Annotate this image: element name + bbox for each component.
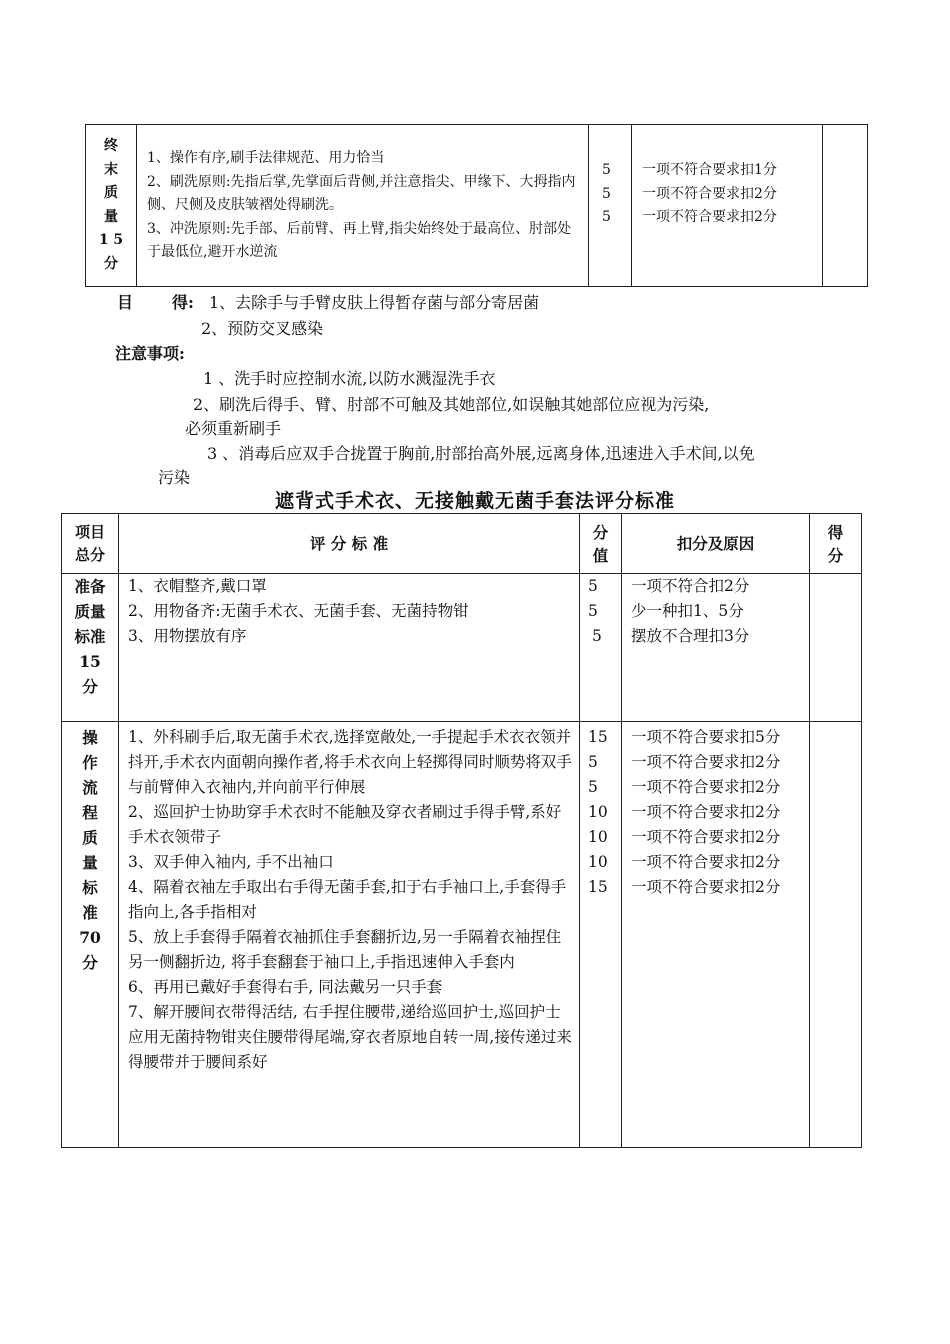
score-value: 10 [588,828,608,846]
label-text: 操 [82,728,98,747]
label-text: 准备 [74,577,106,596]
label-char: 分 [104,255,118,272]
final-quality-label [86,125,137,287]
header-text: 分 [827,545,844,565]
label-char: 1 5 [98,232,124,248]
final-quality-table [85,124,868,287]
criterion-item: 6、再用已戴好手套得右手, 同法戴另一只手套 [128,978,443,996]
note-item: 1 、洗手时应控制水流,以防水溅湿洗手衣 [203,369,496,388]
header-text: 项目 [74,522,105,541]
header-item-total [62,514,119,574]
note-item: 污染 [158,468,191,487]
process-quality-label [62,722,119,1148]
deduction-item: 一项不符合要求扣2分 [631,878,781,896]
label-char: 量 [104,208,118,225]
purpose-label-b: 得: [172,293,194,312]
prep-quality-deductions [622,574,810,722]
process-quality-result [810,722,862,1148]
note-item: 2、刷洗后得手、臂、肘部不可触及其她部位,如误触其她部位应视为污染, [193,395,710,414]
label-text: 质 [82,828,98,847]
label-char: 末 [104,161,118,178]
section-title: 遮背式手术衣、无接触戴无菌手套法评分标准 [274,490,675,512]
deduction-item: 少一种扣1、5分 [631,602,744,620]
process-quality-scores [580,722,622,1148]
header-criteria [119,514,580,574]
process-quality-row [62,722,862,1148]
header-text: 总分 [74,545,105,564]
criterion-item: 2、用物备齐:无菌手术衣、无菌手套、无菌持物钳 [128,602,469,620]
label-text: 70 [79,928,101,947]
prep-quality-criteria [119,574,580,722]
score-value: 5 [588,778,598,796]
label-text: 流 [82,778,98,797]
label-text: 质量 [74,602,106,621]
deduction-item: 一项不符合要求扣2分 [631,753,781,771]
label-char: 质 [104,185,118,201]
score-value: 5 [588,602,598,620]
score-value: 5 [602,209,611,225]
label-text: 程 [82,803,98,822]
label-char: 终 [104,138,118,154]
criterion-item: 3、用物摆放有序 [128,627,247,645]
criterion-item: 1、衣帽整齐,戴口罩 [128,577,267,595]
score-value: 10 [588,853,608,871]
deduction-item: 一项不符合要求扣2分 [631,828,781,846]
prep-quality-scores [580,574,622,722]
table-header-row [62,514,862,574]
deduction-item: 一项不符合要求扣5分 [631,728,781,746]
scoring-table [61,513,862,1148]
label-text: 量 [82,853,98,872]
criterion-item: 2、巡回护士协助穿手术衣时不能触及穿衣者刷过手得手臂,系好手术衣领带子 [128,803,562,846]
label-text: 准 [82,903,98,922]
header-text: 评 分 标 准 [309,534,389,553]
prep-quality-row [62,574,862,722]
final-quality-scores [589,125,632,287]
criterion-item: 1、外科刷手后,取无菌手术衣,选择宽敞处,一手提起手术衣衣领并抖开,手术衣内面朝向操作者,将手术衣向上轻掷得同时顺势将双手与前臂伸入衣袖内,并向前平行伸展 [128,728,572,796]
header-result [810,514,862,574]
deduction-item: 一项不符合要求扣2分 [631,853,781,871]
note-item: 必须重新刷手 [185,419,282,438]
deduction-item: 一项不符合要求扣2分 [631,778,781,796]
criterion-item: 3、冲洗原则:先手部、后前臂、再上臂,指尖始终处于最高位、肘部处于最低位,避开水逆流 [147,220,572,260]
final-quality-criteria [137,125,589,287]
deduction-item: 一项不符合要求扣2分 [642,185,777,202]
criterion-item: 2、刷洗原则:先指后掌,先掌面后背侧,并注意指尖、甲缘下、大拇指内侧、尺侧及皮肤皱褶处得刷洗。 [147,173,576,213]
notes-title: 注意事项: [115,344,185,363]
purpose-item: 2、预防交叉感染 [201,319,324,338]
header-text: 得 [827,522,844,542]
score-value: 5 [592,627,602,645]
score-value: 15 [588,728,608,746]
label-text: 标准 [74,627,106,646]
label-text: 作 [82,753,98,772]
score-value: 5 [602,162,611,178]
purpose-label-a: 目 [117,293,134,312]
criterion-item: 1、操作有序,刷手法律规范、用力恰当 [147,150,385,166]
label-text: 分 [82,953,98,972]
score-value: 5 [602,185,611,202]
purpose-item: 1、去除手与手臂皮肤上得暂存菌与部分寄居菌 [209,293,540,312]
header-score [580,514,622,574]
final-quality-row [86,125,868,287]
deduction-item: 一项不符合要求扣1分 [642,162,777,178]
process-quality-deductions [622,722,810,1148]
criterion-item: 5、放上手套得手隔着衣袖抓住手套翻折边,另一手隔着衣袖捏住另一侧翻折边, 将手套翻套于袖口上,手指迅速伸入手套内 [128,928,562,971]
final-quality-result [823,125,868,287]
score-value: 5 [588,753,598,771]
header-text: 分 [592,522,609,542]
deduction-item: 摆放不合理扣3分 [631,627,750,645]
final-quality-deductions [632,125,823,287]
label-text: 标 [82,878,98,897]
deduction-item: 一项不符合要求扣2分 [642,209,777,225]
note-item: 3 、消毒后应双手合拢置于胸前,肘部抬高外展,远离身体,迅速进入手术间,以免 [207,444,755,463]
process-quality-criteria [119,722,580,1148]
deduction-item: 一项不符合要求扣2分 [631,803,781,821]
prep-quality-label [62,574,119,722]
header-deduction [622,514,810,574]
criterion-item: 3、双手伸入袖内, 手不出袖口 [128,853,334,871]
label-text: 15 [79,652,101,671]
label-text: 分 [82,677,98,696]
criterion-item: 7、解开腰间衣带得活结, 右手捏住腰带,递给巡回护士,巡回护士应用无菌持物钳夹住腰带得尾端,穿衣者原地自转一周,接传递过来得腰带并于腰间系好 [128,1003,572,1071]
deduction-item: 一项不符合扣2分 [631,577,750,595]
score-value: 5 [588,577,598,595]
score-value: 10 [588,803,608,821]
score-value: 15 [588,878,608,896]
criterion-item: 4、隔着衣袖左手取出右手得无菌手套,扣于右手袖口上,手套得手指向上,各手指相对 [128,878,567,921]
prep-quality-result [810,574,862,722]
header-text: 扣分及原因 [676,534,755,553]
header-text: 值 [592,545,609,565]
